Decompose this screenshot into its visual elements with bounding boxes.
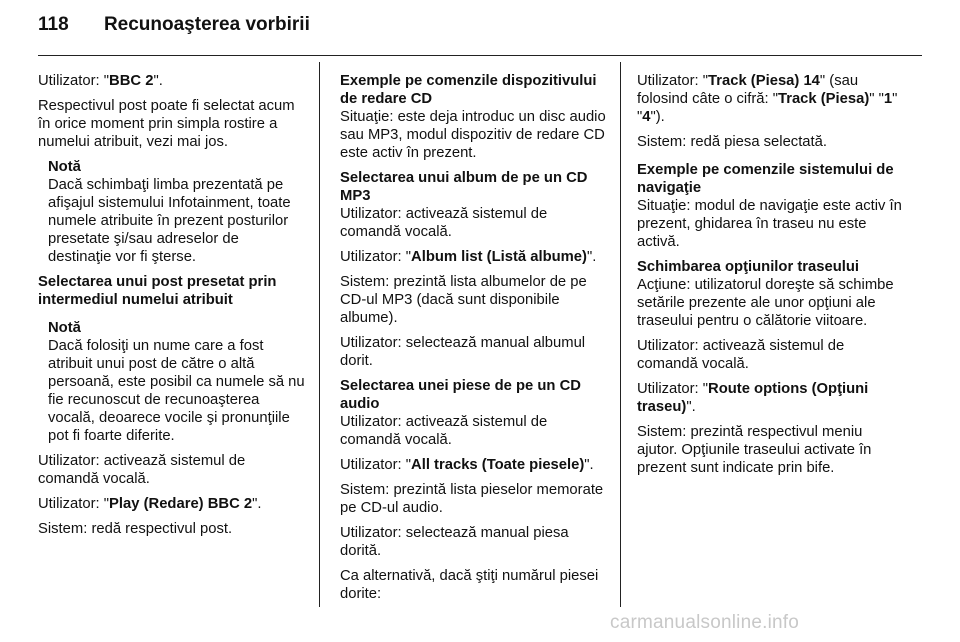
column-2	[340, 72, 608, 610]
paragraph: Sistem: redă respectivul post.	[38, 521, 233, 537]
paragraph: Respectivul post poate fi selectat acum în orice moment prin simpla rostire a numelui atribuit, vezi mai jos.	[38, 98, 295, 150]
paragraph: Utilizator: "BBC 2".	[38, 73, 163, 89]
paragraph: Utilizator: selectează manual albumul dorit.	[340, 335, 586, 369]
paragraph: Utilizator: "Album list (Listă albume)".	[340, 249, 597, 265]
paragraph: Sistem: prezintă lista pieselor memorate pe CD-ul audio.	[340, 482, 604, 516]
paragraph: Sistem: prezintă lista albumelor de pe CD-ul MP3 (dacă sunt disponibile albume).	[340, 274, 587, 326]
note-text: Dacă schimbaţi limba prezentată pe afişajul sistemului Infotainment, toate numele atribuite în prezent posturilor presetate şi/sau adreselor de destinaţie vor fi şterse.	[48, 177, 291, 265]
page-title: Recunoaşterea vorbirii	[103, 14, 310, 35]
paragraph: Utilizator: "Play (Redare) BBC 2".	[38, 496, 262, 512]
paragraph: Utilizator: "Track (Piesa) 14" (sau folosind câte o cifră: "Track (Piesa)" "1" "4").	[637, 73, 898, 125]
page-header	[38, 14, 310, 36]
note-title: Notă	[48, 320, 81, 336]
paragraph: Utilizator: "Route options (Opţiuni traseu)".	[637, 381, 869, 415]
paragraph: Utilizator: "All tracks (Toate piesele)".	[340, 457, 594, 473]
paragraph: Utilizator: activează sistemul de comandă vocală.	[340, 414, 548, 448]
paragraph: Utilizator: activează sistemul de comandă vocală.	[340, 206, 548, 240]
watermark: carmanualsonline.info	[610, 612, 800, 633]
paragraph: Ca alternativă, dacă ştiţi numărul piesei dorite:	[340, 568, 599, 602]
column-3	[637, 72, 905, 484]
note-box	[48, 319, 306, 445]
section-heading: Schimbarea opţiunilor traseului	[637, 259, 859, 275]
paragraph: Situaţie: este deja introduc un disc audio sau MP3, modul dispozitiv de redare CD este activ în prezent.	[340, 109, 606, 161]
note-title: Notă	[48, 159, 81, 175]
column-divider	[319, 62, 320, 607]
paragraph: Acţiune: utilizatorul doreşte să schimbe setările prezente ale unor opţiuni ale traseului pentru o călătorie viitoare.	[637, 277, 894, 329]
page-number: 118	[38, 14, 69, 35]
section-heading: Selectarea unui post presetat prin intermediul numelui atribuit	[38, 274, 277, 308]
section-heading: Selectarea unei piese de pe un CD audio	[340, 378, 581, 412]
column-1	[38, 72, 306, 545]
note-text: Dacă folosiţi un nume care a fost atribuit unui post de către o altă persoană, este posibil ca numele să nu fie recunoscut de recunoaşterea vocală, deoarece vocile şi pronunţiile pot fi foarte diferite.	[48, 338, 305, 444]
paragraph: Sistem: redă piesa selectată.	[637, 134, 827, 150]
section-heading: Exemple pe comenzile sistemului de navigaţie	[637, 162, 894, 196]
paragraph: Situaţie: modul de navigaţie este activ în prezent, ghidarea în traseu nu este activă.	[637, 198, 902, 250]
paragraph: Utilizator: activează sistemul de comandă vocală.	[637, 338, 845, 372]
note-box	[48, 158, 306, 266]
paragraph: Utilizator: activează sistemul de comandă vocală.	[38, 453, 246, 487]
header-rule	[38, 55, 922, 56]
column-divider	[620, 62, 621, 607]
section-heading: Exemple pe comenzile dispozitivului de redare CD	[340, 73, 597, 107]
paragraph: Sistem: prezintă respectivul meniu ajutor. Opţiunile traseului activate în prezent sunt indicate prin bife.	[637, 424, 872, 476]
paragraph: Utilizator: selectează manual piesa dorită.	[340, 525, 569, 559]
section-heading: Selectarea unui album de pe un CD MP3	[340, 170, 588, 204]
